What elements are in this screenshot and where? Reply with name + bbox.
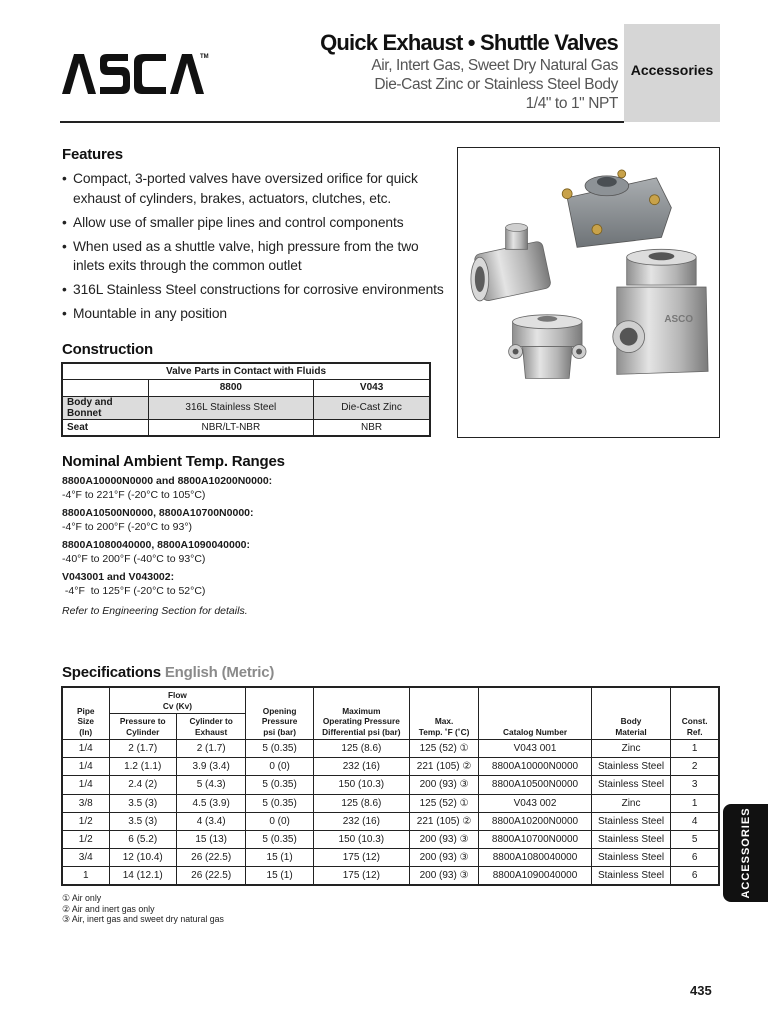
header-cylinder-to-exhaust: Cylinder to Exhaust	[176, 714, 245, 740]
header-const-ref: Const. Ref.	[671, 687, 719, 740]
construction-part: Seat	[62, 419, 148, 436]
cell-flow-cylinder-to-exhaust: 15 (13)	[176, 830, 245, 848]
trademark-mark: TM	[200, 54, 209, 60]
side-tab-label: ACCESSORIES	[739, 807, 752, 899]
header-rule	[60, 121, 624, 123]
stainless-shuttle-valve-image	[509, 315, 586, 379]
stainless-inline-valve-image	[471, 224, 552, 302]
cell-opening-pressure: 5 (0.35)	[246, 740, 313, 758]
table-row	[62, 396, 430, 419]
table-row	[62, 419, 430, 436]
section-tab-label: Accessories	[630, 62, 714, 78]
table-row	[62, 812, 719, 830]
specifications-units: English (Metric)	[164, 664, 275, 681]
cell-flow-pressure-to-cylinder: 3.5 (3)	[109, 812, 176, 830]
table-row	[62, 776, 719, 794]
construction-value: 316L Stainless Steel	[148, 396, 314, 419]
cell-max-operating-pressure: 125 (8.6)	[313, 794, 409, 812]
temperature-range: -4°F to 221°F (-20°C to 105°C)	[62, 489, 206, 501]
construction-heading: Construction	[62, 341, 153, 358]
footnote: ② Air and inert gas only	[62, 903, 155, 914]
cell-body-material: Zinc	[591, 740, 671, 758]
cell-opening-pressure: 15 (1)	[246, 849, 313, 867]
table-row	[62, 758, 719, 776]
cell-pipe-size: 1/4	[62, 758, 109, 776]
cell-flow-pressure-to-cylinder: 2 (1.7)	[109, 740, 176, 758]
construction-table	[61, 362, 431, 437]
header-max-temp: Max. Temp. ˚F (˚C)	[409, 687, 478, 740]
table-row	[62, 794, 719, 812]
cell-catalog-number: V043 002	[479, 794, 591, 812]
page-number: 435	[690, 983, 712, 998]
cell-flow-pressure-to-cylinder: 2.4 (2)	[109, 776, 176, 794]
temperature-models: 8800A1080040000, 8800A1090040000:	[62, 539, 251, 551]
valves-illustration	[458, 148, 719, 437]
cell-body-material: Stainless Steel	[591, 849, 671, 867]
header-max-operating-pressure: Maximum Operating Pressure Differential psi (bar)	[313, 687, 409, 740]
cell-const-ref: 6	[671, 849, 719, 867]
construction-corner-cell	[62, 380, 148, 397]
cell-opening-pressure: 0 (0)	[246, 812, 313, 830]
cell-max-temp: 200 (93) ③	[409, 830, 478, 848]
cell-max-temp: 221 (105) ②	[409, 812, 478, 830]
cell-max-temp: 221 (105) ②	[409, 758, 478, 776]
cell-pipe-size: 1/2	[62, 830, 109, 848]
temperature-heading: Nominal Ambient Temp. Ranges	[62, 453, 285, 470]
cell-const-ref: 5	[671, 830, 719, 848]
zinc-valve-image	[562, 170, 671, 247]
cell-flow-pressure-to-cylinder: 6 (5.2)	[109, 830, 176, 848]
features-heading: Features	[62, 146, 123, 163]
footnote: ① Air only	[62, 893, 102, 903]
cell-const-ref: 2	[671, 758, 719, 776]
temperature-models: 8800A10500N0000, 8800A10700N0000:	[62, 507, 254, 519]
cell-body-material: Zinc	[591, 794, 671, 812]
cell-flow-cylinder-to-exhaust: 2 (1.7)	[176, 740, 245, 758]
header-catalog-number: Catalog Number	[479, 687, 591, 740]
subtitle-media: Air, Intert Gas, Sweet Dry Natural Gas	[371, 57, 618, 74]
cell-catalog-number: 8800A1090040000	[479, 867, 591, 885]
specifications-table	[61, 686, 720, 886]
cell-max-temp: 200 (93) ③	[409, 776, 478, 794]
cell-max-operating-pressure: 125 (8.6)	[313, 740, 409, 758]
cell-max-operating-pressure: 150 (10.3)	[313, 830, 409, 848]
specifications-heading	[62, 664, 274, 681]
cell-max-temp: 200 (93) ③	[409, 867, 478, 885]
cell-body-material: Stainless Steel	[591, 758, 671, 776]
cell-max-temp: 125 (52) ①	[409, 740, 478, 758]
cell-max-temp: 200 (93) ③	[409, 849, 478, 867]
header-body-material: Body Material	[591, 687, 671, 740]
cell-body-material: Stainless Steel	[591, 812, 671, 830]
cell-flow-cylinder-to-exhaust: 26 (22.5)	[176, 867, 245, 885]
cell-const-ref: 6	[671, 867, 719, 885]
accessories-side-tab	[723, 804, 768, 902]
header-pressure-to-cylinder: Pressure to Cylinder	[109, 714, 176, 740]
table-row	[62, 830, 719, 848]
cell-opening-pressure: 15 (1)	[246, 867, 313, 885]
cell-catalog-number: V043 001	[479, 740, 591, 758]
construction-part: Body and Bonnet	[62, 396, 148, 419]
cell-pipe-size: 3/8	[62, 794, 109, 812]
cell-catalog-number: 8800A10000N0000	[479, 758, 591, 776]
cell-max-temp: 125 (52) ①	[409, 794, 478, 812]
cell-const-ref: 1	[671, 740, 719, 758]
feature-item: • Compact, 3-ported valves have oversized orifice for quick exhaust of cylinders, brakes, actuators, clutches, etc.	[62, 169, 447, 208]
table-row	[62, 867, 719, 885]
table-row	[62, 740, 719, 758]
temperature-range: -4°F to 200°F (-20°C to 93°)	[62, 521, 193, 533]
specifications-body	[62, 740, 719, 886]
table-row	[62, 849, 719, 867]
cell-const-ref: 3	[671, 776, 719, 794]
cell-pipe-size: 1	[62, 867, 109, 885]
specifications-title: Specifications	[62, 664, 161, 681]
title-block	[320, 30, 618, 113]
page-title: Quick Exhaust • Shuttle Valves	[320, 30, 618, 55]
cell-flow-cylinder-to-exhaust: 4 (3.4)	[176, 812, 245, 830]
cell-pipe-size: 1/2	[62, 812, 109, 830]
cell-flow-pressure-to-cylinder: 3.5 (3)	[109, 794, 176, 812]
stainless-large-valve-image	[613, 249, 708, 374]
cell-flow-pressure-to-cylinder: 1.2 (1.1)	[109, 758, 176, 776]
cell-flow-cylinder-to-exhaust: 26 (22.5)	[176, 849, 245, 867]
product-photo	[457, 147, 720, 438]
header-opening-pressure: Opening Pressure psi (bar)	[246, 687, 313, 740]
construction-value: NBR	[314, 419, 430, 436]
feature-item: • Mountable in any position	[62, 304, 447, 324]
construction-value: NBR/LT-NBR	[148, 419, 314, 436]
construction-col-8800: 8800	[148, 380, 314, 397]
construction-col-v043: V043	[314, 380, 430, 397]
cell-flow-cylinder-to-exhaust: 4.5 (3.9)	[176, 794, 245, 812]
cell-max-operating-pressure: 232 (16)	[313, 758, 409, 776]
asco-logo-mark	[60, 50, 210, 98]
cell-flow-cylinder-to-exhaust: 3.9 (3.4)	[176, 758, 245, 776]
cell-catalog-number: 8800A10500N0000	[479, 776, 591, 794]
cell-opening-pressure: 5 (0.35)	[246, 776, 313, 794]
cell-body-material: Stainless Steel	[591, 830, 671, 848]
cell-opening-pressure: 5 (0.35)	[246, 794, 313, 812]
cell-const-ref: 1	[671, 794, 719, 812]
temperature-models: 8800A10000N0000 and 8800A10200N0000:	[62, 475, 273, 487]
cell-pipe-size: 3/4	[62, 849, 109, 867]
footnotes	[62, 893, 224, 925]
cell-catalog-number: 8800A1080040000	[479, 849, 591, 867]
header-flow: Flow Cv (Kv)	[109, 687, 246, 714]
header-pipe-size: Pipe Size (In)	[62, 687, 109, 740]
feature-item: • 316L Stainless Steel constructions for corrosive environments	[62, 280, 447, 300]
feature-item: • When used as a shuttle valve, high pressure from the two inlets exits through the common outlet	[62, 237, 447, 276]
subtitle-size: 1/4" to 1" NPT	[525, 95, 618, 112]
cell-max-operating-pressure: 175 (12)	[313, 849, 409, 867]
asco-logo	[60, 50, 210, 98]
valve-engraving: ASCO	[664, 313, 694, 325]
section-tab	[624, 24, 720, 122]
temperature-range: -4°F to 125°F (-20°C to 52°C)	[62, 585, 206, 597]
cell-flow-pressure-to-cylinder: 12 (10.4)	[109, 849, 176, 867]
temperature-range: -40°F to 200°F (-40°C to 93°C)	[62, 553, 206, 565]
cell-flow-pressure-to-cylinder: 14 (12.1)	[109, 867, 176, 885]
cell-pipe-size: 1/4	[62, 740, 109, 758]
cell-opening-pressure: 5 (0.35)	[246, 830, 313, 848]
cell-catalog-number: 8800A10700N0000	[479, 830, 591, 848]
feature-item: • Allow use of smaller pipe lines and control components	[62, 213, 447, 233]
cell-pipe-size: 1/4	[62, 776, 109, 794]
features-list	[62, 169, 447, 328]
temperature-ranges	[62, 474, 422, 618]
footnote: ③ Air, inert gas and sweet dry natural gas	[62, 914, 224, 925]
construction-value: Die-Cast Zinc	[314, 396, 430, 419]
cell-body-material: Stainless Steel	[591, 776, 671, 794]
temperature-models: V043001 and V043002:	[62, 571, 175, 583]
cell-catalog-number: 8800A10200N0000	[479, 812, 591, 830]
construction-caption: Valve Parts in Contact with Fluids	[62, 363, 430, 380]
cell-opening-pressure: 0 (0)	[246, 758, 313, 776]
cell-flow-cylinder-to-exhaust: 5 (4.3)	[176, 776, 245, 794]
cell-body-material: Stainless Steel	[591, 867, 671, 885]
cell-const-ref: 4	[671, 812, 719, 830]
engineering-note: Refer to Engineering Section for details.	[62, 605, 248, 617]
cell-max-operating-pressure: 175 (12)	[313, 867, 409, 885]
cell-max-operating-pressure: 232 (16)	[313, 812, 409, 830]
cell-max-operating-pressure: 150 (10.3)	[313, 776, 409, 794]
subtitle-body: Die-Cast Zinc or Stainless Steel Body	[374, 76, 618, 93]
